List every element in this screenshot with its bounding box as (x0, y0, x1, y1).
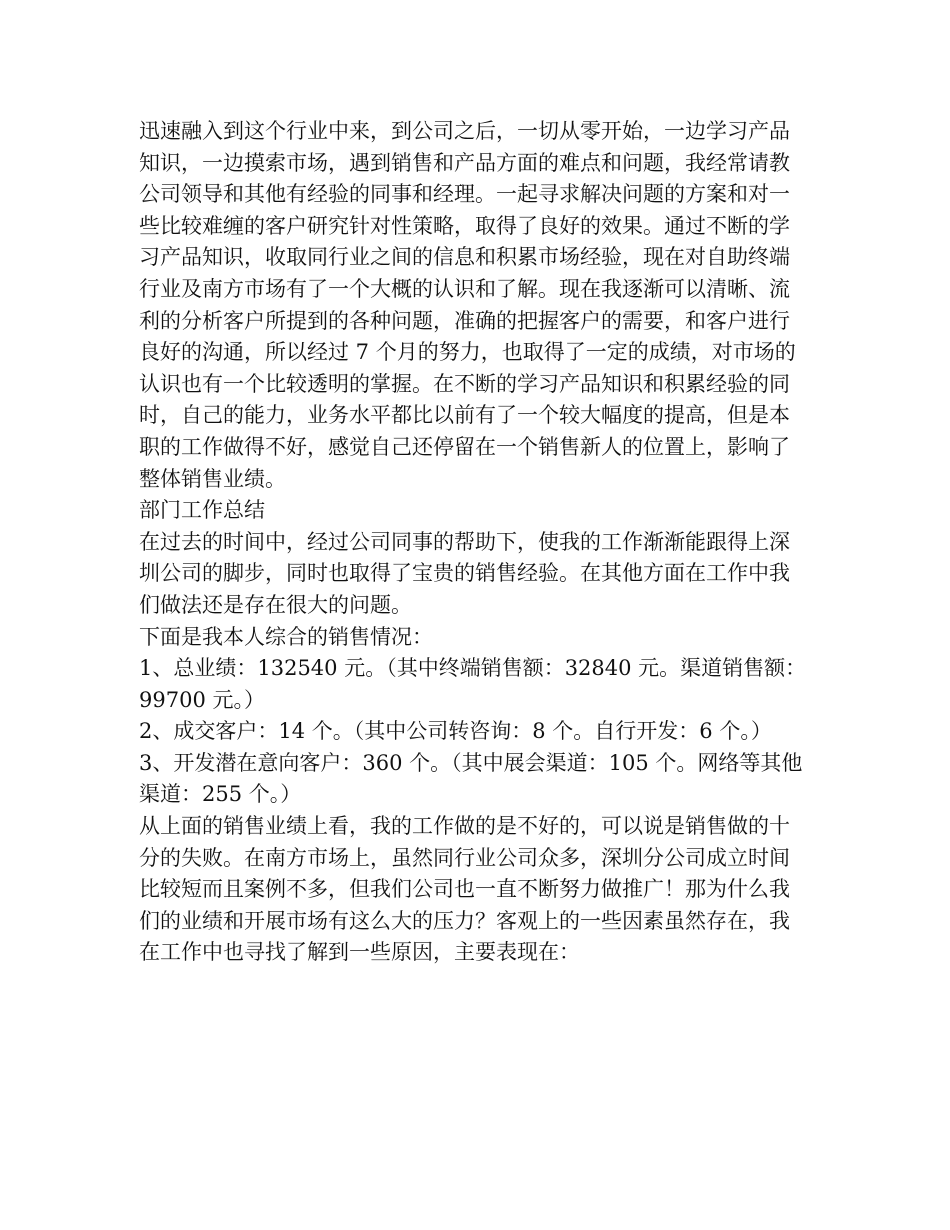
text-line: 比较短而且案例不多，但我们公司也一直不断努力做推广！那为什么我 (139, 877, 790, 902)
text-line: 职的工作做得不好，感觉自己还停留在一个销售新人的位置上，影响了 (139, 434, 790, 459)
list-item-continued: 渠道：255 个。） (139, 782, 302, 807)
text-line: 们的业绩和开展市场有这么大的压力？客观上的一些因素虽然存在，我 (139, 908, 790, 933)
text-line: 从上面的销售业绩上看，我的工作做的是不好的，可以说是销售做的十 (139, 814, 790, 839)
text-line: 良好的沟通，所以经过 7 个月的努力，也取得了一定的成绩，对市场的 (139, 340, 796, 365)
list-item: 3、开发潜在意向客户：360 个。（其中展会渠道：105 个。网络等其他 (139, 750, 803, 775)
text-line: 在过去的时间中，经过公司同事的帮助下，使我的工作渐渐能跟得上深 (139, 529, 790, 554)
text-line: 认识也有一个比较透明的掌握。在不断的学习产品知识和积累经验的同 (139, 371, 790, 396)
text-line: 些比较难缠的客户研究针对性策略，取得了良好的效果。通过不断的学 (139, 213, 790, 238)
list-item-continued: 99700 元。） (139, 687, 265, 712)
list-item: 2、成交客户：14 个。（其中公司转咨询：8 个。自行开发：6 个。） (139, 719, 772, 744)
text-line: 公司领导和其他有经验的同事和经理。一起寻求解决问题的方案和对一 (139, 182, 790, 207)
text-line: 圳公司的脚步，同时也取得了宝贵的销售经验。在其他方面在工作中我 (139, 561, 790, 586)
text-line: 下面是我本人综合的销售情况： (139, 624, 433, 649)
text-line: 时，自己的能力，业务水平都比以前有了一个较大幅度的提高，但是本 (139, 403, 790, 428)
text-line: 习产品知识，收取同行业之间的信息和积累市场经验，现在对自助终端 (139, 245, 790, 270)
text-line: 在工作中也寻找了解到一些原因，主要表现在： (139, 940, 580, 965)
text-line: 行业及南方市场有了一个大概的认识和了解。现在我逐渐可以清晰、流 (139, 276, 790, 301)
text-line: 们做法还是存在很大的问题。 (139, 592, 412, 617)
text-line: 分的失败。在南方市场上，虽然同行业公司众多，深圳分公司成立时间 (139, 845, 790, 870)
text-line: 知识，一边摸索市场，遇到销售和产品方面的难点和问题，我经常请教 (139, 150, 790, 175)
text-line: 利的分析客户所提到的各种问题，准确的把握客户的需要，和客户进行 (139, 308, 790, 333)
section-heading: 部门工作总结 (139, 498, 265, 523)
text-line: 整体销售业绩。 (139, 466, 286, 491)
text-line: 迅速融入到这个行业中来，到公司之后，一切从零开始，一边学习产品 (139, 119, 790, 143)
list-item: 1、总业绩：132540 元。（其中终端销售额：32840 元。渠道销售额： (139, 656, 807, 681)
